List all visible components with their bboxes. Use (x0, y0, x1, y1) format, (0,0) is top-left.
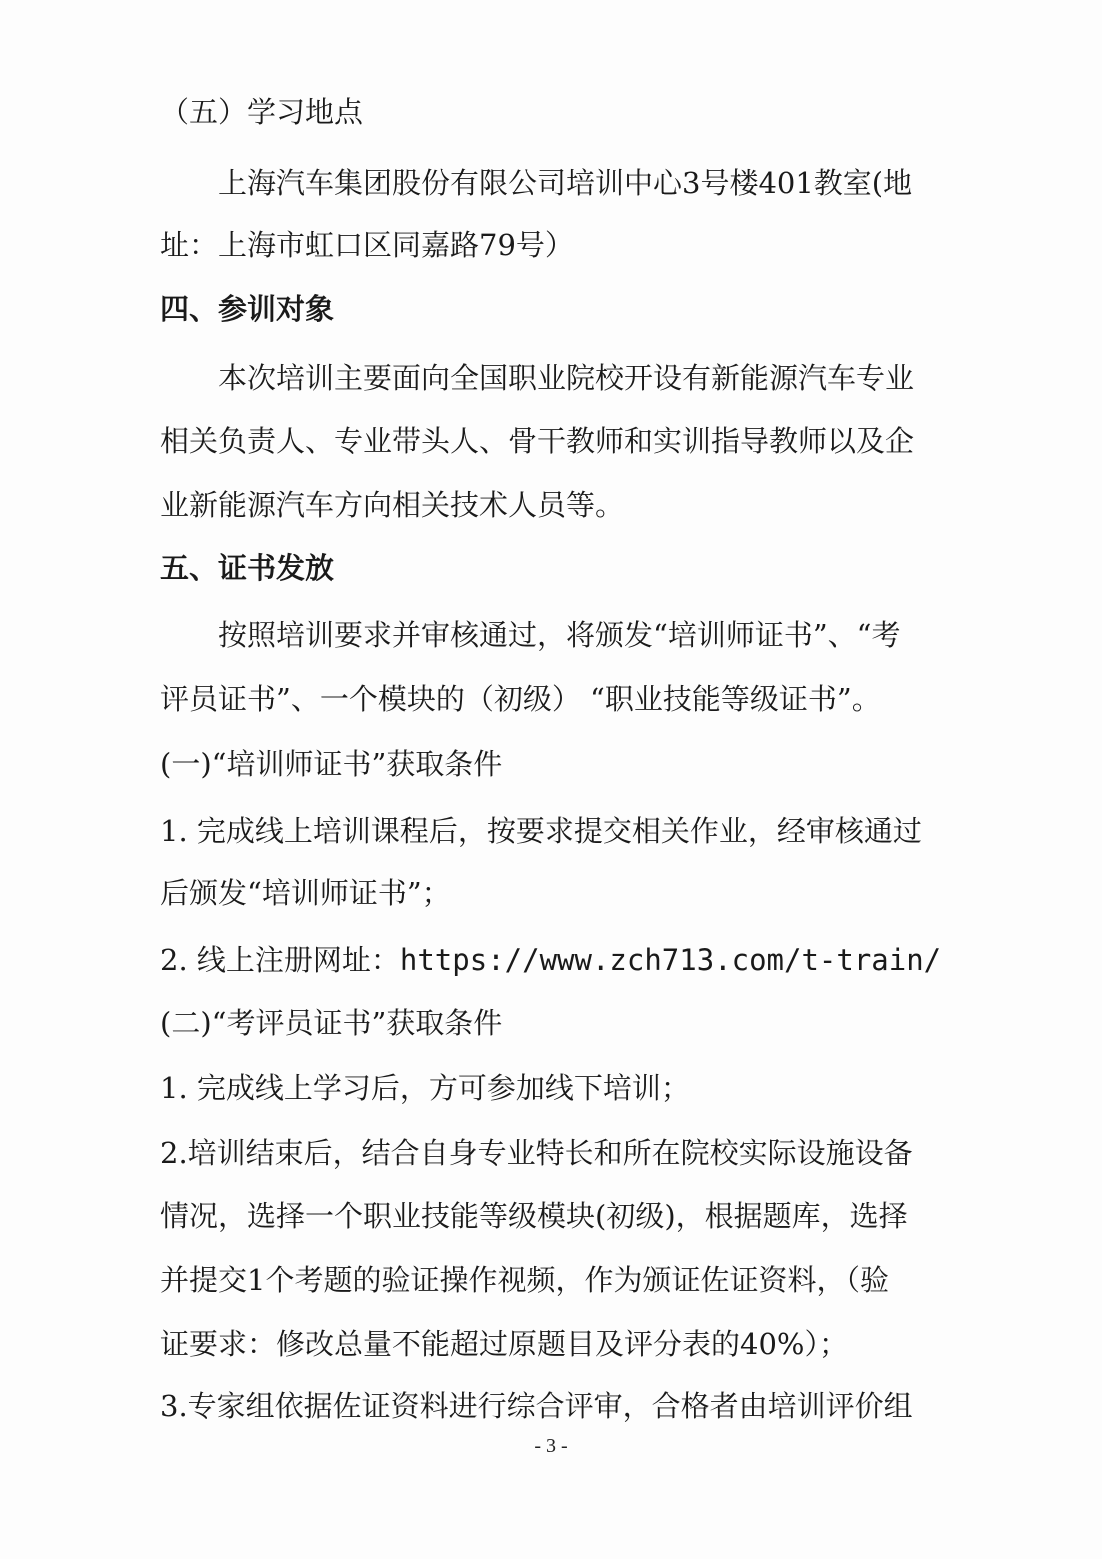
trainer-item-1-line-2: 后颁发“培训师证书”； (160, 876, 451, 910)
participants-line-3: 业新能源汽车方向相关技术人员等。 (160, 488, 625, 522)
subsection-title-trainer: (一)“培训师证书”获取条件 (160, 747, 503, 781)
location-line-2: 址：上海市虹口区同嘉路79号） (160, 228, 574, 262)
trainer-item-1-line-1: 1. 完成线上培训课程后，按要求提交相关作业，经审核通过 (160, 814, 922, 848)
examiner-item-2-line-2: 情况，选择一个职业技能等级模块(初级)，根据题库，选择 (160, 1199, 908, 1233)
certificates-line-1: 按照培训要求并审核通过，将颁发“培训师证书”、“考 (218, 618, 901, 652)
section-title-certificates: 五、证书发放 (160, 551, 335, 585)
examiner-item-1: 1. 完成线上学习后，方可参加线下培训； (160, 1071, 690, 1105)
registration-label: 2. 线上注册网址： (160, 943, 400, 977)
examiner-item-2-line-4: 证要求：修改总量不能超过原题目及评分表的40%）； (160, 1327, 848, 1361)
subsection-title-location: （五）学习地点 (160, 95, 364, 129)
examiner-item-2-line-3: 并提交1个考题的验证操作视频，作为颁证佐证资料，（验 (160, 1263, 889, 1297)
participants-line-1: 本次培训主要面向全国职业院校开设有新能源汽车专业 (218, 361, 915, 395)
trainer-item-2 (160, 940, 950, 980)
page-number: - 3 - (534, 1435, 568, 1457)
location-line-1: 上海汽车集团股份有限公司培训中心3号楼401教室(地 (218, 166, 913, 200)
section-title-participants: 四、参训对象 (160, 292, 335, 326)
examiner-item-3-line-1: 3.专家组依据佐证资料进行综合评审，合格者由培训评价组 (160, 1389, 913, 1423)
certificates-line-2: 评员证书”、一个模块的（初级） “职业技能等级证书”。 (160, 682, 881, 716)
participants-line-2: 相关负责人、专业带头人、骨干教师和实训指导教师以及企 (160, 424, 915, 458)
subsection-title-examiner: (二)“考评员证书”获取条件 (160, 1006, 503, 1040)
examiner-item-2-line-1: 2.培训结束后，结合自身专业特长和所在院校实际设施设备 (160, 1136, 913, 1170)
registration-url: https://www.zch713.com/t-train/ (399, 943, 942, 977)
